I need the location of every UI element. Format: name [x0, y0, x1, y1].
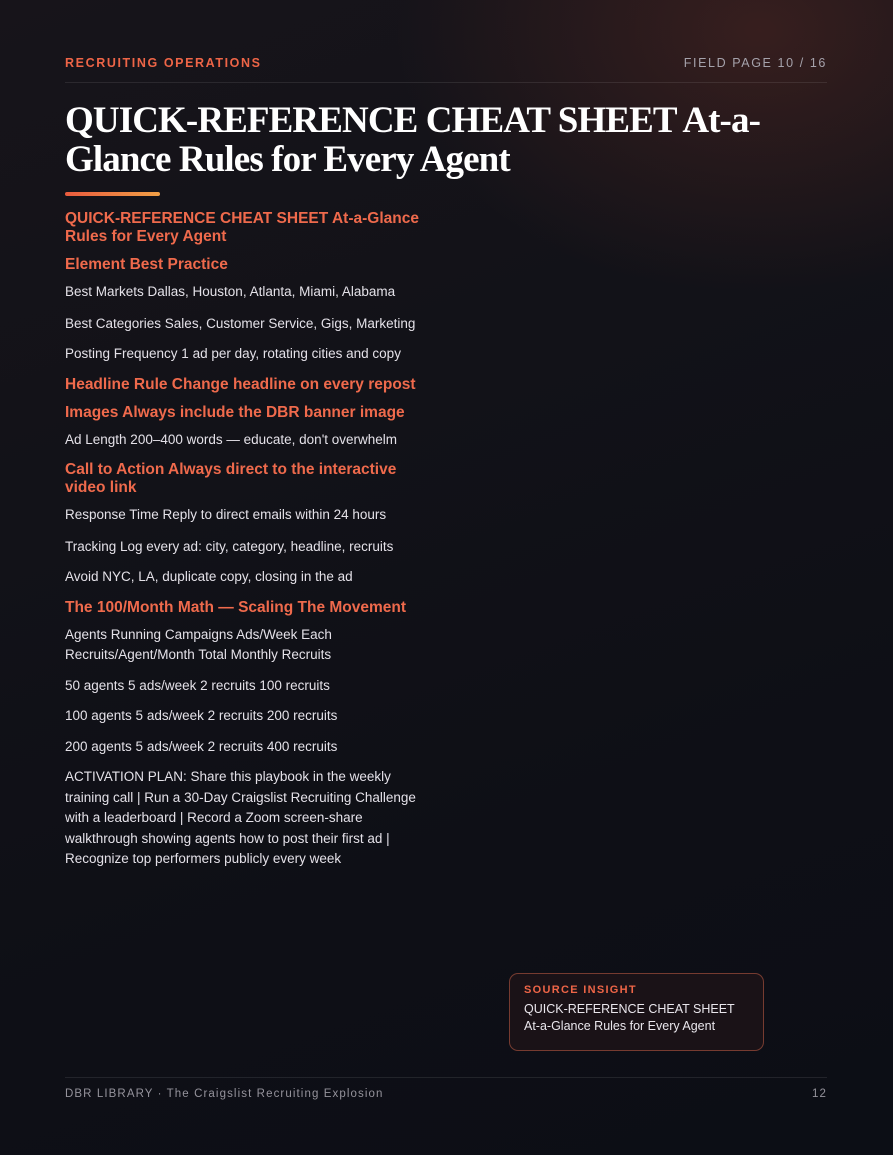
scaling-math-heading: The 100/Month Math — Scaling The Movement: [65, 598, 407, 616]
field-page-label: FIELD PAGE 10 / 16: [683, 56, 827, 70]
footer-page-number: 12: [812, 1088, 827, 1100]
section-kicker: RECRUITING OPERATIONS: [65, 56, 262, 70]
rule-ad-length: Ad Length 200–400 words — educate, don't overwhelm: [65, 431, 398, 447]
source-insight-text: QUICK-REFERENCE CHEAT SHEET At-a-Glance Rules for Every Agent: [524, 1002, 735, 1033]
page-header: [65, 56, 827, 83]
rule-best-categories: Best Categories Sales, Customer Service, Gigs, Marketing: [65, 315, 416, 331]
rule-images: Images Always include the DBR banner image: [65, 403, 405, 421]
source-insight-label: SOURCE INSIGHT: [524, 984, 637, 996]
activation-plan: ACTIVATION PLAN: Share this playbook in the weekly training call | Run a 30-Day Craigslist Recruiting Challenge with a leaderboard | Record a Zoom screen-share walkthrough showing agents how to post their first ad | Recognize top performers publicly every week: [65, 769, 416, 866]
rule-posting-frequency: Posting Frequency 1 ad per day, rotating cities and copy: [65, 346, 401, 361]
title-accent-rule: [65, 192, 160, 196]
scaling-row-100: 100 agents 5 ads/week 2 recruits 200 recruits: [65, 708, 338, 723]
rule-response-time: Response Time Reply to direct emails within 24 hours: [65, 507, 387, 522]
rule-headline: Headline Rule Change headline on every repost: [65, 375, 416, 393]
source-insight-callout: [509, 973, 764, 1051]
rule-avoid: Avoid NYC, LA, duplicate copy, closing in the ad: [65, 569, 353, 584]
page-footer: [65, 1077, 827, 1100]
footer-library-title: DBR LIBRARY · The Craigslist Recruiting Explosion: [65, 1088, 384, 1100]
scaling-row-200: 200 agents 5 ads/week 2 recruits 400 recruits: [65, 738, 338, 754]
scaling-row-50: 50 agents 5 ads/week 2 recruits 100 recruits: [65, 677, 330, 693]
rule-best-markets: Best Markets Dallas, Houston, Atlanta, Miami, Alabama: [65, 284, 396, 299]
page-title: QUICK-REFERENCE CHEAT SHEET At-a-Glance Rules for Every Agent: [65, 100, 760, 180]
rule-call-to-action: Call to Action Always direct to the interactive video link: [65, 461, 397, 496]
sheet-heading: QUICK-REFERENCE CHEAT SHEET At-a-Glance Rules for Every Agent: [65, 210, 419, 245]
table-header-heading: Element Best Practice: [65, 256, 228, 273]
scaling-table-header: Agents Running Campaigns Ads/Week Each Recruits/Agent/Month Total Monthly Recruits: [65, 626, 332, 662]
rule-tracking: Tracking Log every ad: city, category, headline, recruits: [65, 538, 394, 554]
cheat-sheet-content: [65, 210, 433, 870]
